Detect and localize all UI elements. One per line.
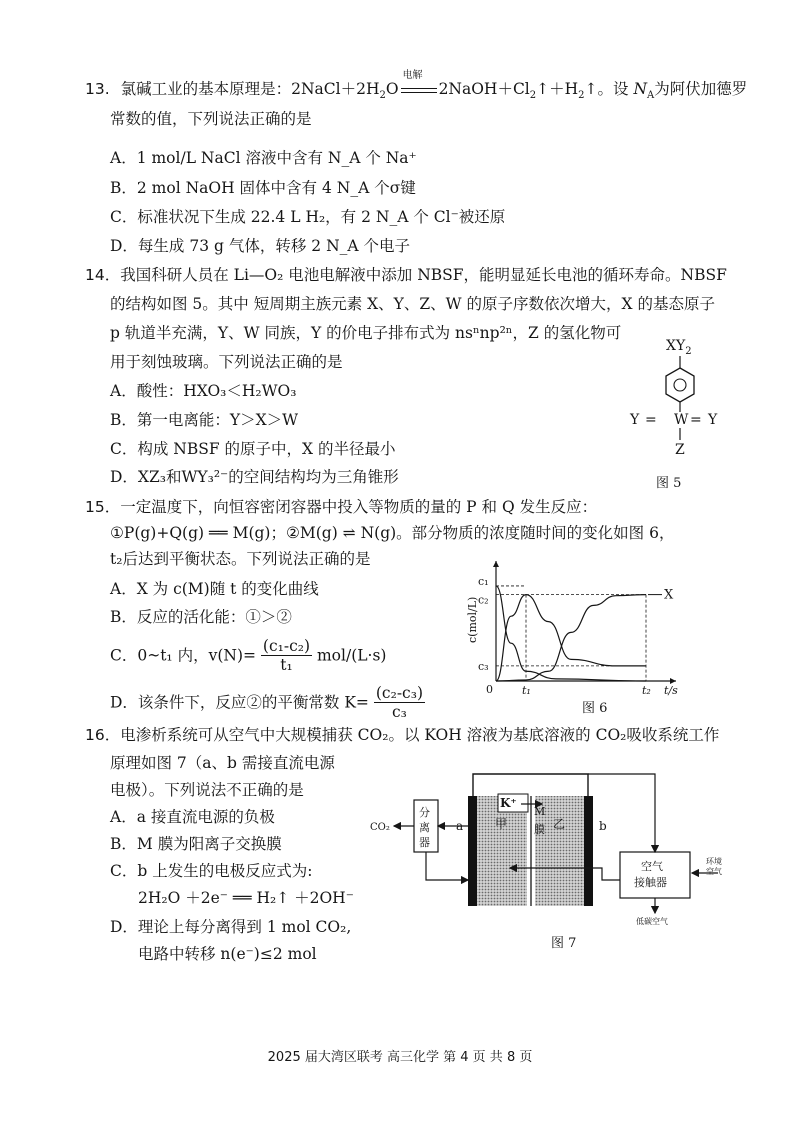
q16-option-b: B．M 膜为阳离子交换膜 [110, 835, 282, 853]
q14-stem-line3: p 轨道半充满，Y、W 同族，Y 的价电子排布式为 nsⁿnp²ⁿ，Z 的氢化物可 [110, 324, 622, 342]
chamber-yi-label: 乙 [553, 817, 566, 831]
q16-option-d: D．理论上每分离得到 1 mol CO₂, [110, 918, 352, 936]
svg-text:接触器: 接触器 [634, 876, 667, 889]
q16-option-a: A．a 接直流电源的负极 [110, 808, 275, 826]
q14-option-c: C．构成 NBSF 的原子中，X 的半径最小 [110, 440, 396, 458]
q15-number: 15． [85, 498, 121, 516]
x-axis-label: t/s [664, 684, 678, 697]
svg-text:空气: 空气 [641, 860, 663, 873]
q15-reactions: ①P(g)+Q(g) ══ M(g)；②M(g) ⇌ N(g)。部分物质的浓度随时间的变化如图 6， [110, 524, 675, 542]
y-tick-c1: c₁ [478, 574, 489, 588]
q14-stem-line4: 用于刻蚀玻璃。下列说法正确的是 [110, 353, 343, 371]
q13-option-a: A．1 mol/L NaCl 溶液中含有 N_A 个 Na⁺ [110, 149, 417, 167]
q16-stem-line2: 原理如图 7（a、b 需接直流电源 [110, 754, 335, 772]
q13-option-c: C．标准状况下生成 22.4 L H₂，有 2 N_A 个 Cl⁻被还原 [110, 208, 506, 226]
page-footer: 2025 届大湾区联考 高三化学 第 4 页 共 8 页 [267, 1050, 533, 1065]
q14-number: 14． [85, 266, 121, 284]
figure7-diagram [370, 768, 730, 938]
svg-text:膜: 膜 [534, 823, 545, 836]
x-tick-t1: t₁ [522, 684, 531, 697]
svg-text:离: 离 [419, 821, 430, 834]
figure7-caption: 图 7 [551, 936, 577, 951]
svg-text:M: M [534, 805, 546, 818]
q15-option-c: C．0~t₁ 内，v(N)= $\frac{\text{(c₁-c₂)}}{\text{t₁}}$ mol/(L·s) [110, 637, 387, 674]
x-tick-0: 0 [486, 683, 493, 696]
curve-x-label: X [664, 587, 674, 603]
low-carbon-air-label: 低碳空气 [636, 917, 668, 926]
q14-stem-line2: 的结构如图 5。其中 短周期主族元素 X、Y、Z、W 的原子序数依次增大，X 的基态原子 [110, 295, 716, 313]
q16-stem-line3: 电极）。下列说法不正确的是 [110, 781, 304, 799]
q13-stem-line2: 常数的值，下列说法正确的是 [110, 110, 312, 128]
fig5-y-right: Y [708, 412, 718, 428]
y-axis-label: c(mol/L) [466, 596, 479, 643]
q13-option-d: D．每生成 73 g 气体，转移 2 N_A 个电子 [110, 237, 411, 255]
q16-option-c: C．b 上发生的电极反应式为: [110, 862, 313, 880]
electrolysis-arrow: 电解 [399, 78, 439, 100]
series-curve-pq [496, 586, 646, 681]
y-tick-c3: c₃ [478, 659, 489, 673]
electrode-b [584, 796, 593, 906]
figure5-structure [620, 336, 740, 486]
k-ion-label: K⁺ [500, 796, 517, 810]
q14-option-b: B．第一电离能：Y＞X＞W [110, 411, 299, 429]
q15-option-a: A．X 为 c(M)随 t 的变化曲线 [110, 580, 319, 598]
q15-option-d: D．该条件下，反应②的平衡常数 K= $\frac{\text{(c₂-c₃)}}{\text{c₃}}$ [110, 684, 423, 721]
figure5-caption: 图 5 [656, 476, 682, 491]
q13-option-b: B．2 mol NaOH 固体中含有 4 N_A 个σ键 [110, 179, 416, 197]
fig5-w-center: W [674, 412, 689, 428]
figure6-caption: 图 6 [582, 701, 608, 716]
series-curve-x [496, 595, 646, 681]
svg-text:=: = [645, 412, 657, 428]
fig5-top-group: $XY_2$ [666, 338, 692, 357]
q13-stem-line1: 13. 氯碱工业的基本原理是：$2NaCl+2H_2O$ 电解 $2NaOH+Cl_2↑+H_2↑$。设 $N_A$为阿伏加德罗 [85, 70, 748, 102]
benzene-ring [666, 368, 694, 402]
electrode-a [468, 796, 477, 906]
q13-number: 13. [85, 80, 110, 98]
co2-output-label: CO₂ [370, 822, 390, 833]
series-curve-m [496, 595, 646, 681]
q14-option-a: A．酸性：HXO₃＜H₂WO₃ [110, 382, 297, 400]
q15-stem-line3: t₂后达到平衡状态。下列说法正确的是 [110, 550, 371, 568]
fig5-y-left: Y [630, 412, 640, 428]
q16-option-d-line2: 电路中转移 n(e⁻)≤2 mol [138, 945, 317, 963]
q14-stem-line1: 14．我国科研人员在 Li—O₂ 电池电解液中添加 NBSF，能明显延长电池的循环寿命。NBSF [85, 266, 727, 284]
electrode-b-label: b [599, 819, 607, 833]
fig5-z-bottom: Z [675, 442, 685, 458]
q16-option-c-equation: 2H₂O ＋2e⁻ ══ H₂↑ ＋2OH⁻ [138, 889, 354, 907]
q15-stem-line1: 15．一定温度下，向恒容密闭容器中投入等物质的量的 P 和 Q 发生反应： [85, 498, 598, 516]
svg-text:分: 分 [419, 806, 430, 819]
q16-stem-line1: 16．电渗析系统可从空气中大规模捕获 CO₂。以 KOH 溶液为基底溶液的 CO₂吸收系统工作 [85, 726, 720, 744]
env-air-label: 环境空气 [706, 857, 722, 876]
air-contactor-box [620, 852, 690, 898]
x-tick-t2: t₂ [642, 684, 651, 697]
svg-text:=: = [690, 412, 702, 428]
electrode-a-label: a [456, 819, 464, 833]
q14-option-d: D．XZ₃和WY₃²⁻的空间结构均为三角锥形 [110, 468, 399, 486]
y-tick-c2: c₂ [478, 593, 489, 607]
q15-option-b: B．反应的活化能：①＞② [110, 608, 292, 626]
y-axis-arrow [493, 561, 499, 567]
figure6-chart [468, 563, 698, 713]
chamber-jia-label: 甲 [495, 817, 508, 831]
q16-number: 16． [85, 726, 121, 744]
svg-text:器: 器 [419, 836, 430, 849]
